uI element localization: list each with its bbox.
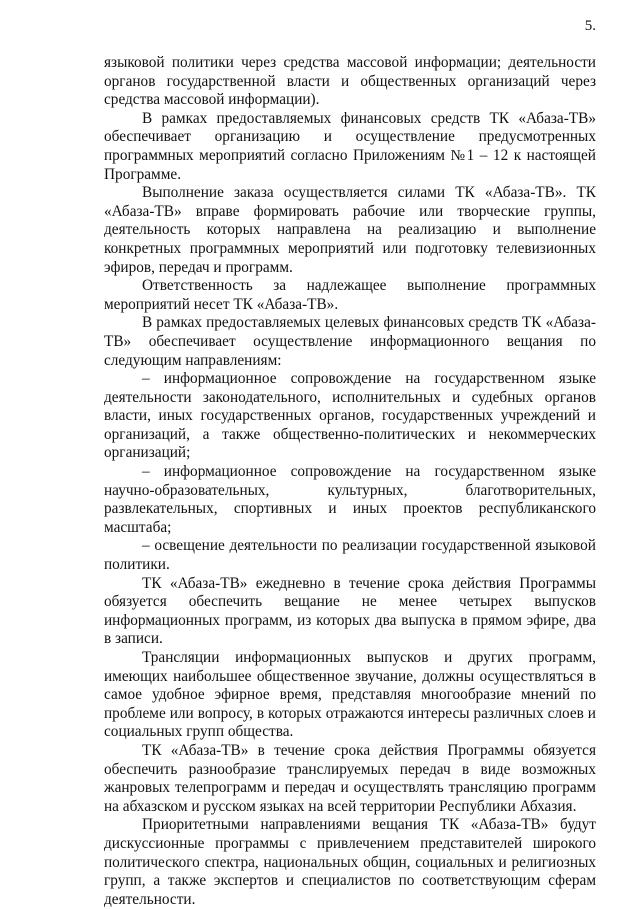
page-number: 5. [584,18,596,34]
paragraph-funding-organization: В рамках предоставляемых финансовых средств ТК «Абаза-ТВ» обеспечивает организацию и осуществление предусмотренных программных мероприятий согласно Приложениям №1 – 12 к настоящей Программе. [104,109,596,183]
paragraph-continuation: языковой политики через средства массовой информации; деятельности органов государственной власти и общественных организаций через средства массовой информации). [104,54,596,109]
list-item-projects-coverage: – информационное сопровождение на государственном языке научно-образовательных, культурных, благотворительных, развлекательных, спортивных и иных проектов республиканского масштаба; [104,463,596,536]
paragraph-priorities: Приоритетными направлениями вещания ТК «Абаза-ТВ» будут дискуссионные программы с привлечением представителей широкого политического спектра, национальных общин, социальных и религиозных групп, а также экспертов и специалистов по соответствующим сферам деятельности. [104,816,596,908]
paragraph-daily-news: ТК «Абаза-ТВ» ежедневно в течение срока действия Программы обязуется обеспечить вещание не менее четырех выпусков информационных программ, из которых два выпуска в прямом эфире, два в записи. [104,574,596,648]
paragraph-broadcast-timing: Трансляции информационных выпусков и других программ, имеющих наибольшее общественное звучание, должны осуществляться в самое удобное эфирное время, представляя многообразие мнений по проблеме или вопросу, в которых отражаются интересы различных слоев и социальных групп общества. [104,649,596,741]
paragraph-broadcast-directions: В рамках предоставляемых целевых финансовых средств ТК «Абаза-ТВ» обеспечивает осуществление информационного вещания по следующим направлениям: [104,314,596,369]
list-item-government-coverage: – информационное сопровождение на государственном языке деятельности законодательного, исполнительных и судебных органов власти, иных государственных органов, государственных учреждений и организаций, а также общественно-политических и некоммерческих организаций; [104,370,596,462]
paragraph-responsibility: Ответственность за надлежащее выполнение программных мероприятий несет ТК «Абаза-ТВ». [104,277,596,313]
list-item-language-policy: – освещение деятельности по реализации государственной языковой политики. [104,537,596,574]
paragraph-genre-diversity: ТК «Абаза-ТВ» в течение срока действия Программы обязуется обеспечить разнообразие транслируемых передач в виде возможных жанровых телепрограмм и передач и осуществлять трансляцию программ на абхазском и русском языках на всей территории Республики Абхазия. [104,741,596,815]
document-body [104,54,596,909]
paragraph-order-execution: Выполнение заказа осуществляется силами ТК «Абаза-ТВ». ТК «Абаза-ТВ» вправе формировать рабочие или творческие группы, деятельность которых направлена на реализацию и выполнение конкретных программных мероприятий или подготовку телевизионных эфиров, передач и программ. [104,184,596,276]
